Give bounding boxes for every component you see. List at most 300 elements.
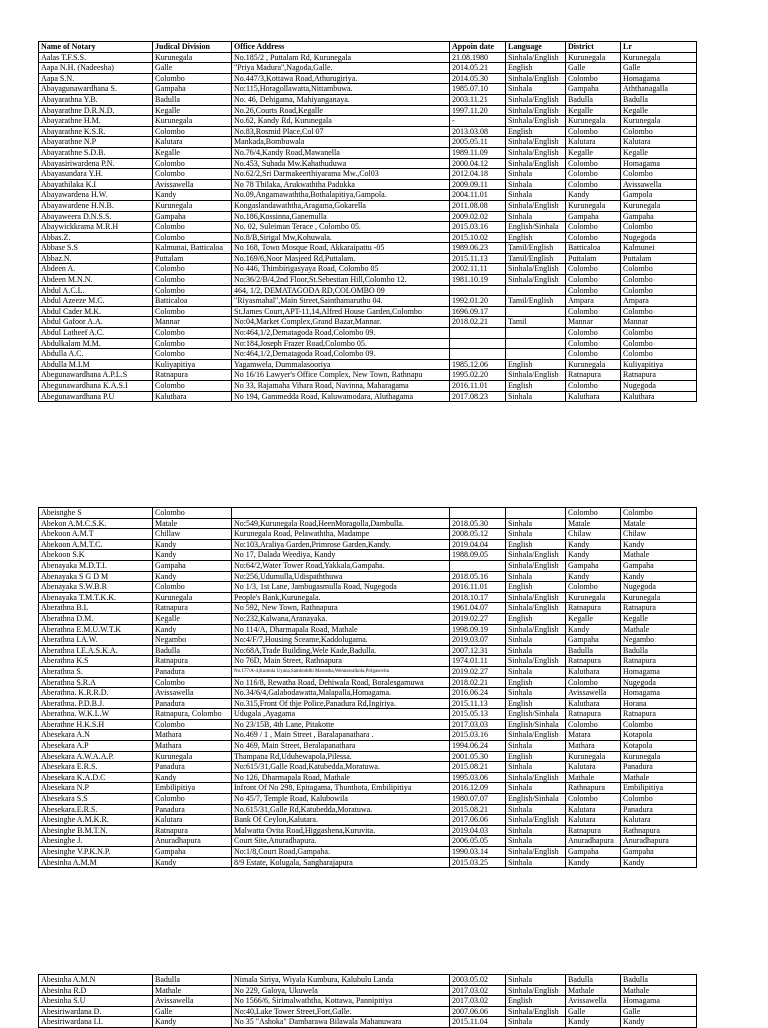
cell-name-of-notary: Abegunawardhana A.P.L.S [39, 370, 153, 381]
table-row [39, 560, 697, 571]
cell-office-address: No 1/3, 1st Lane, Jambugasmulla Road, Nugegoda [232, 582, 450, 593]
cell-judicial-division: Colombo [153, 285, 232, 296]
cell-language [506, 328, 566, 339]
cell-office-address: No.177/A-4,Kumula Uyana,Samboddhi Mawatha,Wennawalkola,Polgasovita [232, 666, 450, 677]
cell-appointment-date: 1995.03.06 [450, 772, 506, 783]
cell-name-of-notary: Aberathna S. [39, 666, 153, 677]
cell-judicial-division: Colombo [153, 677, 232, 688]
cell-district: Colombo [566, 264, 621, 275]
cell-district: Avissawella [566, 688, 621, 699]
cell-office-address: Mankada,Bombuwala [232, 137, 450, 148]
cell-judicial-division: Mathara [153, 730, 232, 741]
cell-judicial-division: Kandy [153, 550, 232, 561]
table-row [39, 1006, 697, 1017]
cell-name-of-notary: Abesekara E.R.S. [39, 762, 153, 773]
table-row [39, 571, 697, 582]
cell-district: Colombo [566, 73, 621, 84]
cell-appointment-date: 1995.02.20 [450, 370, 506, 381]
cell-office-address: No. 46, Dehigama, Mahiyanganaya. [232, 94, 450, 105]
table-row [39, 783, 697, 794]
table-row [39, 825, 697, 836]
table-row [39, 275, 697, 286]
cell-judicial-division: Ratnapura [153, 603, 232, 614]
cell-judicial-division: Kurunegala [153, 592, 232, 603]
table-row [39, 603, 697, 614]
cell-name-of-notary: Abdul Latheef A.C. [39, 328, 153, 339]
table-row [39, 592, 697, 603]
cell-appointment-date [450, 349, 506, 360]
cell-judicial-division: Gampaha [153, 847, 232, 858]
cell-appointment-date: 2016.11.01 [450, 381, 506, 392]
table-row [39, 306, 697, 317]
cell-name-of-notary: Abeisnghe S [39, 508, 153, 519]
cell-lr: Colombo [621, 349, 697, 360]
cell-judicial-division: Kandy [153, 624, 232, 635]
cell-language: Sinhala/English [506, 772, 566, 783]
cell-district: Colombo [566, 275, 621, 286]
cell-language: Tamil [506, 317, 566, 328]
cell-district: Ratnapura [566, 603, 621, 614]
cell-appointment-date: 2015.08.21 [450, 804, 506, 815]
cell-district: Kaluthara [566, 698, 621, 709]
cell-lr: Kurunegala [621, 116, 697, 127]
cell-lr: Galle [621, 63, 697, 74]
cell-district: Kandy [566, 190, 621, 201]
cell-appointment-date: 1989.06.23 [450, 243, 506, 254]
cell-language: Tamil/English [506, 243, 566, 254]
cell-appointment-date: 1981.10.19 [450, 275, 506, 286]
cell-judicial-division: Colombo [153, 794, 232, 805]
cell-name-of-notary: Abdulla A.C. [39, 349, 153, 360]
cell-name-of-notary: Abekoon A.M.T.C. [39, 539, 153, 550]
cell-language: Sinhala/English [506, 847, 566, 858]
cell-name-of-notary: Aberathna B.L [39, 603, 153, 614]
cell-name-of-notary: Abesekara.E.R.S. [39, 804, 153, 815]
cell-office-address: No.09,Angamawaththa,Bothalapitiya,Gampola. [232, 190, 450, 201]
cell-name-of-notary: Abdulkalam M.M. [39, 338, 153, 349]
table-row [39, 359, 697, 370]
cell-district: Colombo [566, 677, 621, 688]
cell-office-address: No:103,Araliya Garden,Primrose Garden,Kandy. [232, 539, 450, 550]
table-row [39, 804, 697, 815]
cell-lr: Kandy [621, 857, 697, 868]
cell-language: Sinhala [506, 688, 566, 699]
cell-office-address: No.447/3,Kottawa Road,Athurugiriya. [232, 73, 450, 84]
cell-language: Sinhala [506, 857, 566, 868]
cell-name-of-notary: Abesinghe B.M.T.N. [39, 825, 153, 836]
table-row [39, 709, 697, 720]
cell-district: Badulla [566, 975, 621, 986]
cell-appointment-date [450, 560, 506, 571]
cell-district: Colombo [566, 338, 621, 349]
cell-judicial-division: Badulla [153, 975, 232, 986]
cell-office-address: 8/9 Estate, Kolugala, Sangharajapura [232, 857, 450, 868]
cell-language: Sinhala/English [506, 370, 566, 381]
cell-language: Sinhala/English [506, 200, 566, 211]
cell-judicial-division: Colombo [153, 126, 232, 137]
cell-appointment-date: 2005.05.11 [450, 137, 506, 148]
cell-appointment-date: 2012.04.18 [450, 169, 506, 180]
cell-office-address: No 33, Rajamaha Vihara Road, Navinna, Maharagama [232, 381, 450, 392]
cell-office-address: People's Bank,Kurunegala. [232, 592, 450, 603]
cell-district: Kurunegala [566, 592, 621, 603]
cell-judicial-division: Kalutara [153, 137, 232, 148]
cell-district: Kandy [566, 624, 621, 635]
table-row [39, 84, 697, 95]
cell-judicial-division: Avissawella [153, 996, 232, 1007]
table-row [39, 730, 697, 741]
cell-name-of-notary: Abenayaka S G D M [39, 571, 153, 582]
cell-appointment-date: 2017.06.06 [450, 815, 506, 826]
cell-judicial-division: Galle [153, 1006, 232, 1017]
cell-lr: Avissawella [621, 179, 697, 190]
cell-language: Sinhala [506, 825, 566, 836]
cell-lr: Ratnapura [621, 656, 697, 667]
cell-lr: Mathale [621, 550, 697, 561]
cell-office-address: No:115,Horagollawatta,Nittambuwa. [232, 84, 450, 95]
cell-district: Galle [566, 1006, 621, 1017]
cell-name-of-notary: Abayarathne N.P [39, 137, 153, 148]
cell-lr: Badulla [621, 645, 697, 656]
cell-district: Ratnapura [566, 825, 621, 836]
cell-district: Kaluthara [566, 391, 621, 402]
cell-lr: Chilaw [621, 529, 697, 540]
table-row [39, 975, 697, 986]
cell-language: Sinhala/English [506, 985, 566, 996]
cell-language: Tamil/English [506, 253, 566, 264]
table-row [39, 645, 697, 656]
cell-judicial-division: Kandy [153, 1017, 232, 1028]
cell-lr: Kotapola [621, 730, 697, 741]
cell-district: Colombo [566, 349, 621, 360]
cell-lr: Ratnapura [621, 603, 697, 614]
cell-appointment-date: 2013.03.08 [450, 126, 506, 137]
table-row [39, 190, 697, 201]
cell-office-address: No 126, Dharmapala Road, Mathale [232, 772, 450, 783]
cell-appointment-date: 2016.06.24 [450, 688, 506, 699]
cell-judicial-division: Mathale [153, 985, 232, 996]
cell-appointment-date: 2003.11.21 [450, 94, 506, 105]
table-row [39, 550, 697, 561]
cell-judicial-division: Gampaha [153, 211, 232, 222]
cell-district: Kandy [566, 539, 621, 550]
cell-appointment-date [450, 328, 506, 339]
table-row [39, 677, 697, 688]
cell-district: Kandy [566, 1017, 621, 1028]
cell-name-of-notary: Abdul Cader M.K. [39, 306, 153, 317]
cell-lr: Kaluthara [621, 391, 697, 402]
cell-office-address: No:40,Lake Tower Street,Fort,Galle. [232, 1006, 450, 1017]
cell-lr: Kotapola [621, 741, 697, 752]
cell-language: Sinhala/English [506, 264, 566, 275]
table-row [39, 985, 697, 996]
table-row [39, 518, 697, 529]
cell-name-of-notary: Abayaweera D.N.S.S. [39, 211, 153, 222]
cell-district: Kurunegala [566, 52, 621, 63]
cell-language: Sinhala [506, 179, 566, 190]
table-row [39, 741, 697, 752]
cell-office-address: No:36/2/B/4,2nd Floor,St.Sebestian Hill,Colombo 12. [232, 275, 450, 286]
cell-district: Mathale [566, 772, 621, 783]
column-header-lr: Lr [621, 42, 697, 53]
cell-name-of-notary: Aberathna I.E.A.S.K.A. [39, 645, 153, 656]
cell-judicial-division: Galle [153, 63, 232, 74]
cell-lr: Gampaha [621, 560, 697, 571]
cell-language: Sinhala/English [506, 94, 566, 105]
cell-lr: Kurunegala [621, 52, 697, 63]
cell-name-of-notary: Abesinha A.M.N [39, 975, 153, 986]
cell-appointment-date: 2006.05.05 [450, 836, 506, 847]
cell-judicial-division: Badulla [153, 645, 232, 656]
cell-lr: Homagama [621, 666, 697, 677]
cell-language: Sinhala [506, 529, 566, 540]
cell-name-of-notary: Abayarathna Y.B. [39, 94, 153, 105]
cell-judicial-division: Colombo [153, 349, 232, 360]
cell-name-of-notary: Aapa S.N. [39, 73, 153, 84]
table-row [39, 63, 697, 74]
cell-language: English/Sinhala [506, 794, 566, 805]
cell-name-of-notary: Abayarathne D.R.N.D. [39, 105, 153, 116]
cell-judicial-division: Anuradhapura [153, 836, 232, 847]
column-header-district: District [566, 42, 621, 53]
cell-office-address: No:1/8,Court Road,Gampaha. [232, 847, 450, 858]
cell-name-of-notary: Abesiriwardana I.I. [39, 1017, 153, 1028]
cell-lr: Homagama [621, 996, 697, 1007]
cell-lr: Colombo [621, 719, 697, 730]
cell-district: Kaluthara [566, 666, 621, 677]
cell-appointment-date: 2019.04.04 [450, 539, 506, 550]
table-row [39, 317, 697, 328]
cell-lr: Aththanagalla [621, 84, 697, 95]
cell-office-address: Thampana Rd,Uduhewapola,Pilessa. [232, 751, 450, 762]
cell-name-of-notary: Abayasundara Y.H. [39, 169, 153, 180]
cell-district: Colombo [566, 179, 621, 190]
cell-lr: Panadura [621, 762, 697, 773]
cell-language: Sinhala [506, 391, 566, 402]
cell-name-of-notary: Abaywickkrama M.R.H [39, 222, 153, 233]
cell-lr: Mathale [621, 985, 697, 996]
cell-judicial-division: Colombo [153, 158, 232, 169]
table-row [39, 635, 697, 646]
cell-district: Batticaloa [566, 243, 621, 254]
cell-language [506, 508, 566, 519]
cell-language: English [506, 63, 566, 74]
cell-office-address: "Riyasmahal",Main Street,Sainthamaruthu 04. [232, 296, 450, 307]
cell-language: English [506, 539, 566, 550]
cell-name-of-notary: Abenayaka T.M.T.K.K. [39, 592, 153, 603]
table-row [39, 847, 697, 858]
table-row [39, 200, 697, 211]
cell-name-of-notary: Abesekara N.P [39, 783, 153, 794]
cell-district: Colombo [566, 508, 621, 519]
cell-language: Sinhala/English [506, 1006, 566, 1017]
cell-appointment-date: 2018.02.21 [450, 317, 506, 328]
cell-office-address: No 446, Thimbirigasyaya Road, Colombo 05 [232, 264, 450, 275]
cell-name-of-notary: Aberathna. W.K.L.W [39, 709, 153, 720]
cell-appointment-date: 1997.11.20 [450, 105, 506, 116]
cell-lr: Galle [621, 1006, 697, 1017]
cell-language: English [506, 677, 566, 688]
cell-district: Badulla [566, 645, 621, 656]
cell-appointment-date: 1980.07.07 [450, 794, 506, 805]
cell-lr: Rathnapura [621, 825, 697, 836]
table-row [39, 158, 697, 169]
cell-district: Kurunegala [566, 359, 621, 370]
cell-name-of-notary: Abesekara A.N [39, 730, 153, 741]
cell-office-address: No. 02, Suleiman Terace , Colombo 05. [232, 222, 450, 233]
cell-district: Galle [566, 63, 621, 74]
cell-district: Ratnapura [566, 656, 621, 667]
cell-judicial-division: Kalmunai, Batticaloa [153, 243, 232, 254]
cell-district: Gampaha [566, 84, 621, 95]
cell-office-address: No.615/31,Galle Rd,Katubedda,Moratuwa. [232, 804, 450, 815]
cell-lr: Negambo [621, 635, 697, 646]
cell-appointment-date: 2007.06.06 [450, 1006, 506, 1017]
cell-office-address: No 16/16 Lawyer's Office Complex, New Town, Rathnapu [232, 370, 450, 381]
table-row [39, 381, 697, 392]
table-row [39, 232, 697, 243]
cell-lr: Homagama [621, 73, 697, 84]
table-row [39, 94, 697, 105]
cell-language: Sinhala [506, 741, 566, 752]
cell-name-of-notary: Abenayaka M.D.T.I. [39, 560, 153, 571]
cell-name-of-notary: Abekoon S.K [39, 550, 153, 561]
table-row [39, 169, 697, 180]
cell-language: English [506, 751, 566, 762]
cell-appointment-date: 1696.09.17 [450, 306, 506, 317]
cell-judicial-division: Kaluthara [153, 391, 232, 402]
cell-district: Ratnapura [566, 709, 621, 720]
table-row [39, 370, 697, 381]
cell-language: Sinhala/English [506, 624, 566, 635]
cell-language: English [506, 582, 566, 593]
table-row [39, 508, 697, 519]
cell-name-of-notary: Abesinghe A.M.K.R. [39, 815, 153, 826]
cell-lr: Colombo [621, 508, 697, 519]
cell-office-address: "Priya Madura",Nagoda,Galle. [232, 63, 450, 74]
cell-district: Kalutara [566, 137, 621, 148]
cell-lr: Colombo [621, 126, 697, 137]
table-row [39, 391, 697, 402]
cell-appointment-date: 2018.05.16 [450, 571, 506, 582]
cell-language: Sinhala [506, 190, 566, 201]
cell-language: Sinhala/English [506, 147, 566, 158]
column-header-office-address: Office Address [232, 42, 450, 53]
cell-judicial-division: Kurunegala [153, 116, 232, 127]
column-header-language: Language [506, 42, 566, 53]
cell-lr: Gampola [621, 190, 697, 201]
cell-office-address: No:232,Kalwana,Aranayaka. [232, 613, 450, 624]
table-row [39, 243, 697, 254]
cell-judicial-division: Colombo [153, 508, 232, 519]
cell-district: Avissawella [566, 996, 621, 1007]
cell-appointment-date: - [450, 116, 506, 127]
table-row [39, 539, 697, 550]
table-row [39, 794, 697, 805]
cell-office-address: No:68A,Trade Building,Wele Kade,Badulla. [232, 645, 450, 656]
cell-judicial-division: Colombo [153, 232, 232, 243]
table-row [39, 751, 697, 762]
cell-language: Sinhala [506, 836, 566, 847]
cell-name-of-notary: Abbaz.N. [39, 253, 153, 264]
cell-judicial-division: Matale [153, 518, 232, 529]
cell-office-address: No 45/7, Temple Road, Kalubowila [232, 794, 450, 805]
cell-office-address: No.62/2,Sri Darmakeerthiyarama Mw.,Col03 [232, 169, 450, 180]
cell-language: Sinhala/English [506, 560, 566, 571]
cell-name-of-notary: Aberathna. P.D.B.J. [39, 698, 153, 709]
cell-name-of-notary: Abayasiriwardena P.N. [39, 158, 153, 169]
cell-judicial-division: Kuliyapitiya [153, 359, 232, 370]
cell-appointment-date: 2003.05.02 [450, 975, 506, 986]
cell-appointment-date: 2016.12.09 [450, 783, 506, 794]
cell-name-of-notary: Abesekara S.S [39, 794, 153, 805]
cell-office-address [232, 508, 450, 519]
cell-district: Colombo [566, 306, 621, 317]
table-row [39, 719, 697, 730]
cell-appointment-date: 2017.08.23 [450, 391, 506, 402]
cell-lr: Homagama [621, 688, 697, 699]
cell-district: Colombo [566, 285, 621, 296]
cell-name-of-notary: Abayarathne S.D.B. [39, 147, 153, 158]
cell-office-address: No:464,1/2,Dematagoda Road,Colombo 09. [232, 328, 450, 339]
cell-appointment-date: 2019.02.27 [450, 613, 506, 624]
cell-office-address: No 35 "Ashoka" Dambarawa Bilawala Mahanuwara [232, 1017, 450, 1028]
cell-name-of-notary: Abenayaka S.W.B.R [39, 582, 153, 593]
cell-language: Sinhala/English [506, 137, 566, 148]
cell-district: Ratnapura [566, 370, 621, 381]
cell-language: Tamil/English [506, 296, 566, 307]
cell-office-address: No.8/B,Sirigal Mw,Kohuwala. [232, 232, 450, 243]
cell-appointment-date: 2019.02.27 [450, 666, 506, 677]
cell-language: Sinhala/English [506, 105, 566, 116]
cell-district: Kegalle [566, 147, 621, 158]
cell-appointment-date: 2000.04.12 [450, 158, 506, 169]
cell-district: Gampaha [566, 560, 621, 571]
cell-appointment-date: 1998.09.19 [450, 624, 506, 635]
cell-name-of-notary: Abesinha A.M.M [39, 857, 153, 868]
cell-appointment-date: 2014.05.21 [450, 63, 506, 74]
cell-district: Anuradhapura [566, 836, 621, 847]
cell-appointment-date: 1988.09.05 [450, 550, 506, 561]
cell-name-of-notary: Abayathilaka K.I [39, 179, 153, 190]
cell-appointment-date: 2018.10.17 [450, 592, 506, 603]
cell-lr: Colombo [621, 338, 697, 349]
table-row [39, 179, 697, 190]
cell-lr: Nugegoda [621, 582, 697, 593]
cell-judicial-division: Colombo [153, 264, 232, 275]
cell-lr: Homagama [621, 158, 697, 169]
cell-office-address: Malwatta Ovita Road,Higgashena,Kuruvita. [232, 825, 450, 836]
cell-judicial-division: Mannar [153, 317, 232, 328]
table-row [39, 253, 697, 264]
cell-lr: Ampara [621, 296, 697, 307]
cell-language: Sinhala/English [506, 656, 566, 667]
cell-district: Matale [566, 518, 621, 529]
cell-language: English/Sinhala [506, 719, 566, 730]
table-row [39, 688, 697, 699]
cell-language: Sinhala [506, 975, 566, 986]
cell-judicial-division: Avissawella [153, 179, 232, 190]
cell-lr: Kurunegala [621, 592, 697, 603]
cell-judicial-division: Avissawella [153, 688, 232, 699]
table-row [39, 296, 697, 307]
cell-office-address: No.26,Courts Road,Kegalle [232, 105, 450, 116]
table-row [39, 613, 697, 624]
cell-language: Sinhala/English [506, 730, 566, 741]
cell-language: Sinhala/English [506, 550, 566, 561]
cell-lr: Kandy [621, 1017, 697, 1028]
cell-office-address: No 469, Main Street, Beralapanathara [232, 741, 450, 752]
